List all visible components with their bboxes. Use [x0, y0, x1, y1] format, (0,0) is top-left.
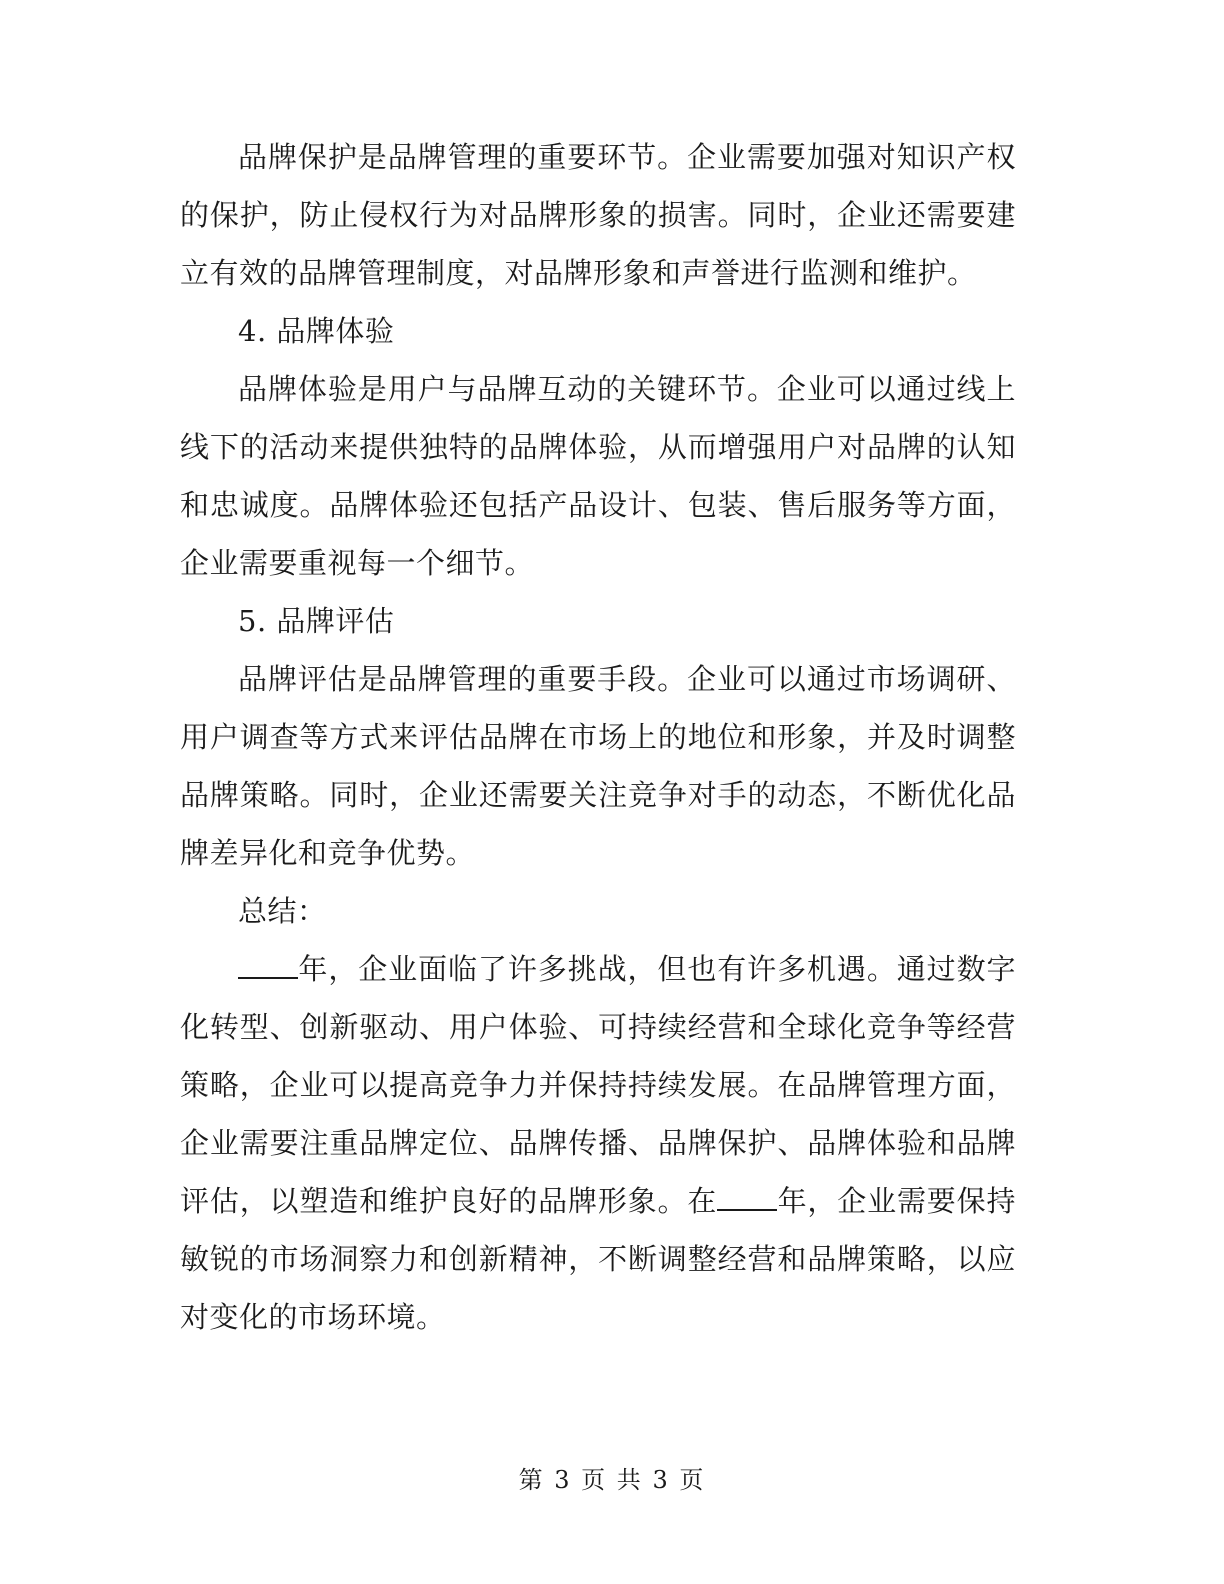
paragraph-brand-evaluation: 品牌评估是品牌管理的重要手段。企业可以通过市场调研、用户调查等方式来评估品牌在市场上的地位和形象，并及时调整品牌策略。同时，企业还需要关注竞争对手的动态，不断优化品牌差异化和竞争优势。: [180, 662, 1016, 870]
summary-text-1: 年，企业面临了许多挑战，但也有许多机遇。通过数字化转型、创新驱动、用户体验、可持续经营和全球化竞争等经营策略，企业可以提高竞争力并保持持续发展。在品牌管理方面，企业需要注重品牌定位、品牌传播、品牌保护、品牌体验和品牌评估，以塑造和维护良好的品牌形象。在: [180, 952, 1016, 1218]
document-body: [180, 128, 1016, 1346]
page-footer: 第 3 页 共 3 页: [518, 1466, 706, 1494]
summary-text-2: 年，企业需要保持敏锐的市场洞察力和创新精神，不断调整经营和品牌策略，以应对变化的市场环境。: [180, 1184, 1016, 1334]
heading-brand-evaluation: 5. 品牌评估: [238, 604, 395, 638]
year-blank-2: [717, 1183, 777, 1211]
paragraph-brand-protection: 品牌保护是品牌管理的重要环节。企业需要加强对知识产权的保护，防止侵权行为对品牌形象的损害。同时，企业还需要建立有效的品牌管理制度，对品牌形象和声誉进行监测和维护。: [180, 140, 1016, 290]
heading-summary: 总结：: [238, 894, 327, 928]
paragraph-brand-experience: 品牌体验是用户与品牌互动的关键环节。企业可以通过线上线下的活动来提供独特的品牌体验，从而增强用户对品牌的认知和忠诚度。品牌体验还包括产品设计、包装、售后服务等方面，企业需要重视每一个细节。: [180, 372, 1016, 580]
paragraph-summary: [180, 940, 1016, 1346]
heading-brand-experience: 4. 品牌体验: [238, 314, 395, 348]
year-blank-1: [238, 951, 298, 979]
